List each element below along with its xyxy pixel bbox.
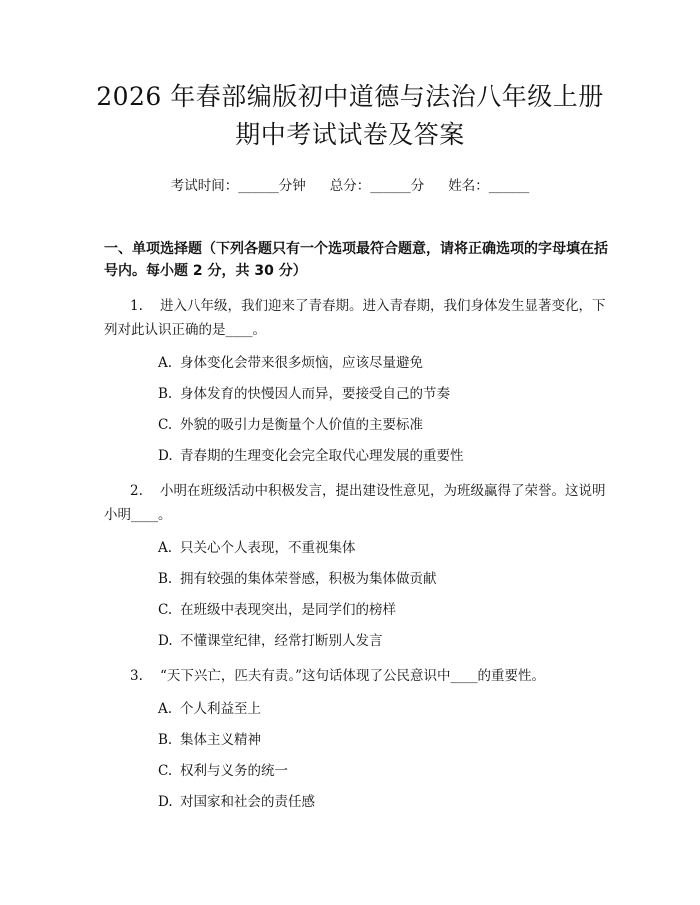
option-letter: B. xyxy=(158,386,173,402)
option-c xyxy=(158,414,608,436)
option-letter: A. xyxy=(158,355,173,371)
exam-info-line xyxy=(92,174,608,194)
option-b xyxy=(158,383,608,405)
option-letter: A. xyxy=(158,701,173,717)
option-text: 身体发育的快慢因人而异，要接受自己的节奏 xyxy=(180,386,450,402)
option-text: 在班级中表现突出，是同学们的榜样 xyxy=(180,602,396,618)
question-2-options xyxy=(104,537,608,652)
question-number: 1. xyxy=(130,298,143,314)
option-text: 身体变化会带来很多烦恼，应该尽量避免 xyxy=(180,355,423,371)
question-text: 小明在班级活动中积极发言，提出建设性意见，为班级赢得了荣誉。这说明小明____。 xyxy=(104,483,606,523)
option-a xyxy=(158,352,608,374)
question-2 xyxy=(104,479,608,527)
question-number: 2. xyxy=(130,483,143,499)
option-text: 青春期的生理变化会完全取代心理发展的重要性 xyxy=(180,448,464,464)
option-letter: D. xyxy=(158,794,173,810)
question-3-options xyxy=(104,698,608,813)
option-text: 只关心个人表现，不重视集体 xyxy=(180,540,356,556)
option-text: 外貌的吸引力是衡量个人价值的主要标准 xyxy=(180,417,423,433)
option-d xyxy=(158,445,608,467)
option-text: 集体主义精神 xyxy=(180,732,261,748)
title-line-2: 期中考试试卷及答案 xyxy=(235,120,465,149)
option-d xyxy=(158,630,608,652)
page-title xyxy=(92,78,608,154)
question-text: 进入八年级，我们迎来了青春期。进入青春期，我们身体发生显著变化，下列对此认识正确的是____。 xyxy=(104,298,606,338)
option-letter: B. xyxy=(158,571,173,587)
option-text: 对国家和社会的责任感 xyxy=(180,794,315,810)
student-name-field: 姓名：______ xyxy=(448,178,530,194)
title-line-1: 2026 年春部编版初中道德与法治八年级上册 xyxy=(96,82,604,111)
option-b xyxy=(158,729,608,751)
option-text: 权利与义务的统一 xyxy=(180,763,288,779)
option-c xyxy=(158,599,608,621)
section-heading-single-choice: 一、单项选择题（下列各题只有一个选项最符合题意，请将正确选项的字母填在括号内。每小题 2 分，共 30 分） xyxy=(104,241,608,279)
question-1 xyxy=(104,294,608,342)
option-letter: D. xyxy=(158,633,173,649)
option-a xyxy=(158,537,608,559)
option-text: 不懂课堂纪律，经常打断别人发言 xyxy=(180,633,383,649)
question-number: 3. xyxy=(130,668,143,684)
question-1-options xyxy=(104,352,608,467)
question-3 xyxy=(104,664,608,688)
option-letter: A. xyxy=(158,540,173,556)
option-letter: C. xyxy=(158,763,173,779)
exam-time-field: 考试时间：______分钟 xyxy=(170,178,306,194)
option-letter: C. xyxy=(158,417,173,433)
option-text: 个人利益至上 xyxy=(180,701,261,717)
option-letter: C. xyxy=(158,602,173,618)
option-a xyxy=(158,698,608,720)
option-text: 拥有较强的集体荣誉感，积极为集体做贡献 xyxy=(180,571,437,587)
option-d xyxy=(158,791,608,813)
option-letter: B. xyxy=(158,732,173,748)
option-b xyxy=(158,568,608,590)
option-c xyxy=(158,760,608,782)
question-text: “天下兴亡，匹夫有责。”这句话体现了公民意识中____的重要性。 xyxy=(160,668,546,684)
total-score-field: 总分：______分 xyxy=(329,178,425,194)
option-letter: D. xyxy=(158,448,173,464)
